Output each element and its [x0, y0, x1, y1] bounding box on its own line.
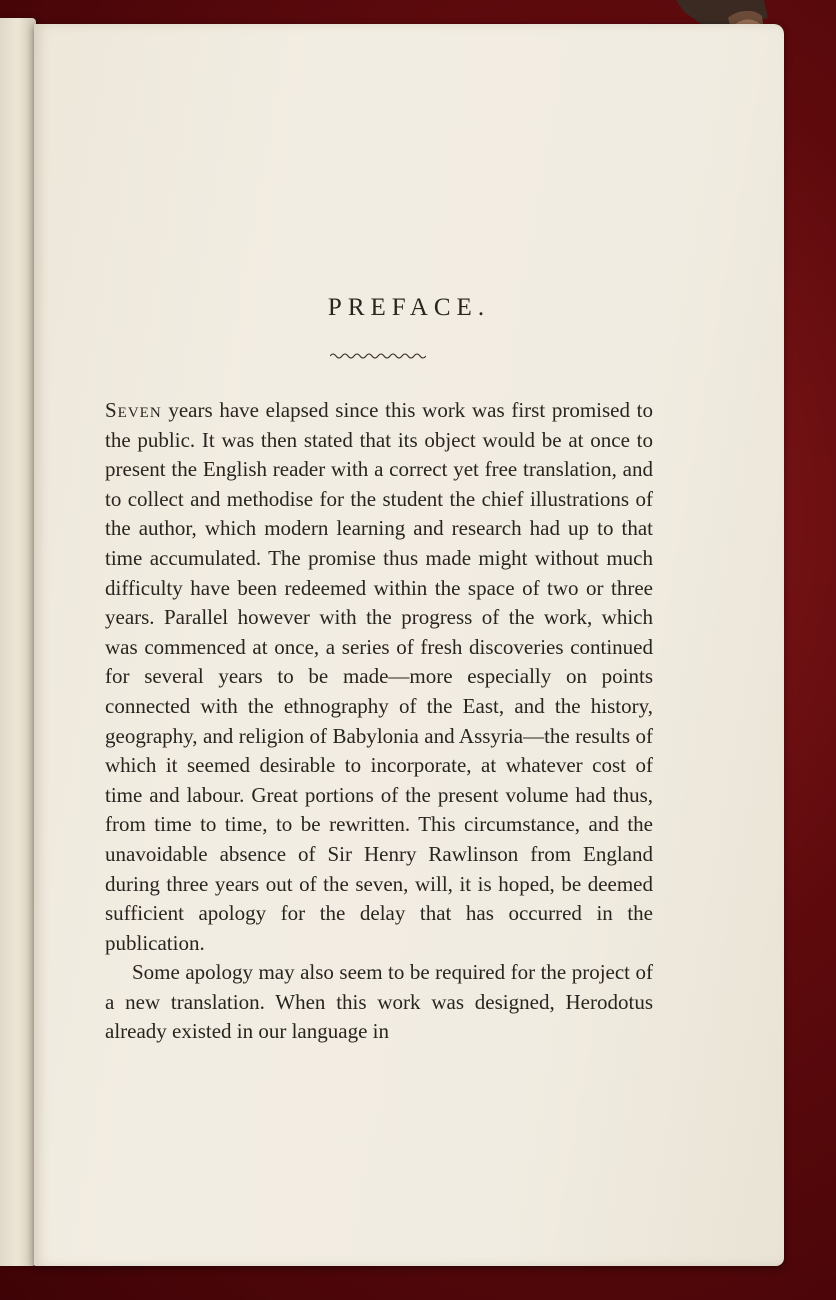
paragraph [105, 396, 653, 958]
lead-word: Seven [105, 398, 162, 422]
page-title: PREFACE. [327, 294, 491, 321]
paragraph-text: years have elapsed since this work was first promised to the public. It was then stated that its object would be at once to present the English reader with a correct yet free translation, and to collect and methodise for the student the chief illustrations of the author, which modern learning and research had up to that time accumulated. The promise thus made might without much difficulty have been redeemed within the space of two or three years. Parallel however with the progress of the work, which was commenced at once, a series of fresh discoveries continued for several years to be made—more especially on points connected with the ethnography of the East, and the history, geography, and religion of Babylonia and Assyria—the results of which it seemed desirable to incorporate, at whatever cost of time and labour. Great portions of the present volume had thus, from time to time, to be rewritten. This circumstance, and the unavoidable absence of Sir Henry Rawlinson from England during three years out of the seven, will, it is hoped, be deemed sufficient apology for the delay that has occurred in the publication. [105, 398, 653, 955]
paragraph [105, 958, 653, 1047]
wavy-rule-ornament [330, 350, 426, 362]
paragraph-text: Some apology may also seem to be required for the project of a new translation. When this work was designed, Herodotus already existed in our language in [105, 960, 653, 1044]
left-page-edge [0, 18, 36, 1266]
book-page [34, 24, 784, 1266]
body-text [105, 396, 653, 1047]
